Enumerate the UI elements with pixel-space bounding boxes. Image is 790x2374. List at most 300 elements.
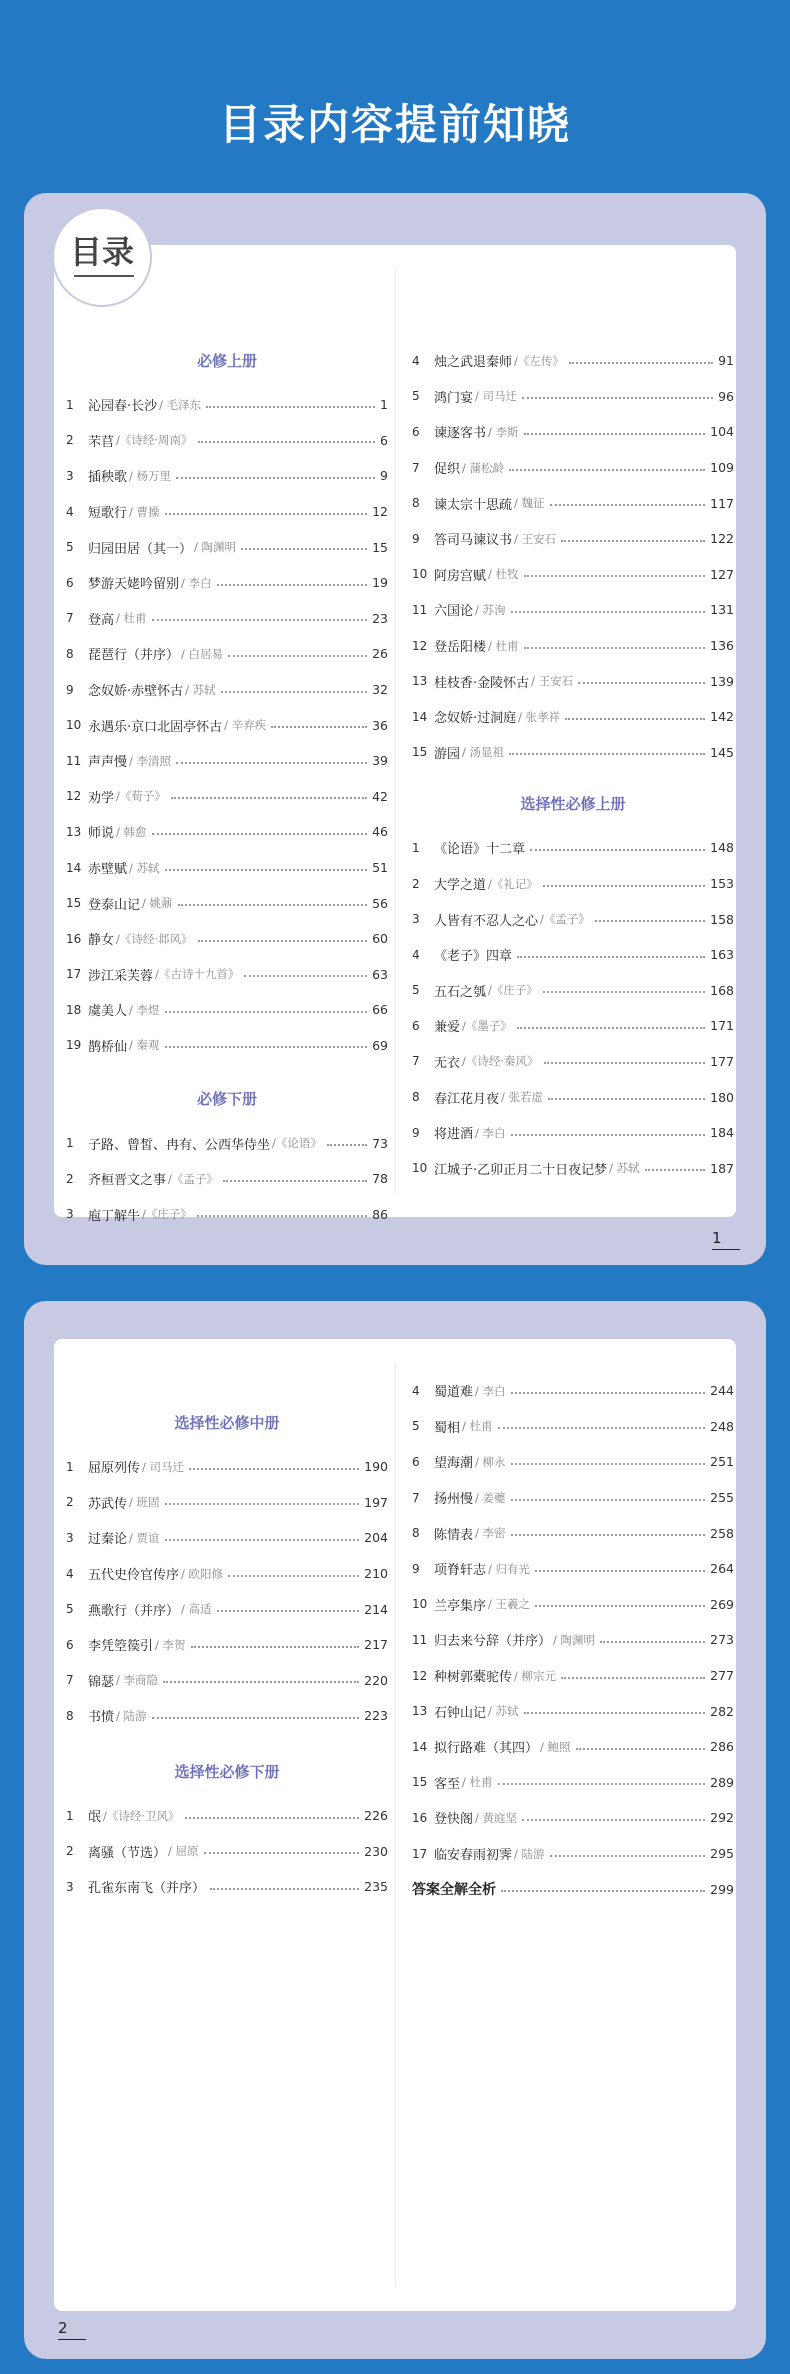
entry-number: 12 bbox=[66, 789, 82, 804]
entry-author: / 苏轼 bbox=[488, 1704, 519, 1719]
leader-dots bbox=[501, 1890, 705, 1892]
entry-page: 78 bbox=[372, 1171, 388, 1187]
entry-page: 73 bbox=[372, 1135, 388, 1151]
toc-sheet bbox=[54, 1339, 736, 2311]
entry-page: 104 bbox=[710, 424, 734, 440]
entry-page: 255 bbox=[710, 1490, 734, 1506]
entry-number: 9 bbox=[412, 1125, 420, 1140]
leader-dots bbox=[223, 1180, 367, 1182]
leader-dots bbox=[578, 682, 705, 684]
toc-entry[interactable] bbox=[412, 1079, 734, 1115]
entry-author: / 毛泽东 bbox=[159, 397, 202, 412]
entry-number: 4 bbox=[412, 947, 420, 962]
entry-author: /《荀子》 bbox=[116, 789, 166, 804]
leader-dots bbox=[152, 833, 368, 835]
toc-entry[interactable] bbox=[412, 343, 734, 379]
toc-entry[interactable] bbox=[412, 557, 734, 593]
toc-entry[interactable] bbox=[412, 1729, 734, 1765]
entry-author: / 李煜 bbox=[129, 1002, 160, 1017]
toc-entry[interactable] bbox=[66, 1196, 388, 1232]
leader-dots bbox=[228, 1575, 359, 1577]
entry-title: 陈情表 bbox=[434, 1527, 474, 1543]
leader-dots bbox=[517, 1027, 705, 1029]
toc-entry[interactable] bbox=[412, 699, 734, 735]
toc-entry[interactable] bbox=[412, 1444, 734, 1480]
toc-entry[interactable] bbox=[66, 1798, 388, 1834]
entry-author: / 姚鼐 bbox=[142, 896, 173, 911]
entry-page: 226 bbox=[364, 1808, 388, 1824]
section-heading: 选择性必修下册 bbox=[174, 1762, 280, 1781]
entry-title: 静女 bbox=[88, 933, 115, 949]
entry-author: / 李商隐 bbox=[116, 1673, 159, 1688]
entry-author: / 白居易 bbox=[181, 646, 224, 661]
leader-dots bbox=[511, 1534, 706, 1536]
entry-page: 86 bbox=[372, 1206, 388, 1222]
entry-title: 庖丁解牛 bbox=[88, 1208, 141, 1224]
leader-dots bbox=[191, 1646, 360, 1648]
toc-entry[interactable] bbox=[66, 1520, 388, 1556]
entry-title: 琵琶行（并序） bbox=[88, 648, 180, 664]
entry-author: / 李贺 bbox=[155, 1637, 186, 1652]
entry-page: 264 bbox=[710, 1561, 734, 1577]
leader-dots bbox=[197, 1215, 367, 1217]
entry-author: / 班固 bbox=[129, 1495, 160, 1510]
entry-title: 沁园春·长沙 bbox=[88, 399, 158, 415]
toc-entry[interactable] bbox=[66, 1028, 388, 1064]
entry-page: 109 bbox=[710, 460, 734, 476]
entry-page: 23 bbox=[372, 610, 388, 626]
toc-entry[interactable] bbox=[66, 1556, 388, 1592]
leader-dots bbox=[204, 1852, 360, 1854]
leader-dots bbox=[522, 397, 713, 399]
entry-page: 51 bbox=[372, 860, 388, 876]
entry-page: 12 bbox=[372, 504, 388, 520]
entry-author: / 归有光 bbox=[488, 1561, 531, 1576]
page-number-underline bbox=[712, 1249, 740, 1250]
entry-page: 63 bbox=[372, 966, 388, 982]
toc-column-left bbox=[66, 343, 388, 1232]
entry-page: 177 bbox=[710, 1053, 734, 1069]
entry-author: / 苏轼 bbox=[185, 682, 216, 697]
entry-number: 6 bbox=[412, 1018, 420, 1033]
entry-author: / 苏轼 bbox=[609, 1161, 640, 1176]
toc-entry[interactable] bbox=[412, 521, 734, 557]
leader-dots bbox=[569, 362, 713, 364]
entry-title: 念奴娇·赤壁怀古 bbox=[88, 684, 184, 700]
entry-page: 15 bbox=[372, 539, 388, 555]
toc-entry[interactable] bbox=[412, 1008, 734, 1044]
entry-title: 离骚（节选） bbox=[88, 1845, 167, 1861]
entry-number: 4 bbox=[66, 504, 74, 519]
toc-entry[interactable] bbox=[412, 1836, 734, 1872]
entry-title: 登高 bbox=[88, 612, 115, 628]
entry-number: 6 bbox=[66, 1637, 74, 1652]
toc-entry[interactable] bbox=[412, 1622, 734, 1658]
entry-page: 39 bbox=[372, 753, 388, 769]
toc-entry[interactable] bbox=[412, 973, 734, 1009]
badge-underline bbox=[74, 275, 134, 277]
toc-entry[interactable] bbox=[66, 885, 388, 921]
entry-author: / 杜甫 bbox=[116, 611, 147, 626]
leader-dots bbox=[165, 513, 368, 515]
entry-page: 91 bbox=[718, 353, 734, 369]
leader-dots bbox=[595, 920, 705, 922]
toc-entry[interactable] bbox=[66, 1663, 388, 1699]
entry-title: 燕歌行（并序） bbox=[88, 1603, 180, 1619]
entry-title: 五代史伶官传序 bbox=[88, 1568, 180, 1584]
entry-title: 归园田居（其一） bbox=[88, 541, 193, 557]
toc-entry[interactable] bbox=[412, 866, 734, 902]
entry-title: 李凭箜篌引 bbox=[88, 1639, 154, 1655]
toc-entry[interactable] bbox=[66, 1627, 388, 1663]
entry-title: 念奴娇·过洞庭 bbox=[434, 711, 517, 727]
entry-author: / 王羲之 bbox=[488, 1597, 531, 1612]
toc-column-right bbox=[412, 343, 734, 1186]
entry-page: 190 bbox=[364, 1459, 388, 1475]
leader-dots bbox=[210, 1888, 359, 1890]
toc-entry[interactable] bbox=[412, 937, 734, 973]
leader-dots bbox=[511, 1392, 706, 1394]
entry-page: 289 bbox=[710, 1774, 734, 1790]
leader-dots bbox=[152, 619, 368, 621]
leader-dots bbox=[522, 1819, 705, 1821]
entry-number: 15 bbox=[412, 745, 428, 760]
entry-number: 9 bbox=[412, 531, 420, 546]
toc-page-2 bbox=[24, 1301, 766, 2359]
entry-page: 153 bbox=[710, 876, 734, 892]
leader-dots bbox=[189, 1468, 359, 1470]
toc-entry[interactable] bbox=[412, 1693, 734, 1729]
leader-dots bbox=[561, 540, 705, 542]
toc-entry[interactable] bbox=[66, 957, 388, 993]
leader-dots bbox=[198, 940, 368, 942]
entry-author: / 陶渊明 bbox=[553, 1632, 596, 1647]
toc-entry[interactable] bbox=[412, 663, 734, 699]
entry-number: 5 bbox=[412, 389, 420, 404]
entry-author: /《诗经·邶风》 bbox=[116, 931, 193, 946]
toc-entry[interactable] bbox=[66, 921, 388, 957]
leader-dots bbox=[524, 575, 706, 577]
entry-author: / 李白 bbox=[475, 1383, 506, 1398]
entry-title: 客至 bbox=[434, 1776, 461, 1792]
entry-author: / 柳宗元 bbox=[514, 1668, 557, 1683]
entry-number: 1 bbox=[66, 1459, 74, 1474]
entry-page: 217 bbox=[364, 1637, 388, 1653]
entry-page: 273 bbox=[710, 1632, 734, 1648]
toc-entry[interactable] bbox=[412, 379, 734, 415]
entry-number: 2 bbox=[66, 433, 74, 448]
entry-number: 8 bbox=[412, 1090, 420, 1105]
toc-entry[interactable] bbox=[66, 565, 388, 601]
entry-page: 32 bbox=[372, 682, 388, 698]
entry-author: /《诗经·秦风》 bbox=[462, 1054, 539, 1069]
entry-page: 163 bbox=[710, 947, 734, 963]
toc-entry[interactable] bbox=[66, 601, 388, 637]
entry-title: 师说 bbox=[88, 826, 115, 842]
leader-dots bbox=[511, 1463, 706, 1465]
toc-badge bbox=[52, 207, 152, 307]
leader-dots bbox=[165, 1011, 368, 1013]
leader-dots bbox=[271, 726, 367, 728]
entry-author: / 司马迁 bbox=[475, 389, 518, 404]
toc-entry[interactable] bbox=[412, 414, 734, 450]
toc-entry[interactable] bbox=[66, 529, 388, 565]
entry-page: 122 bbox=[710, 531, 734, 547]
entry-author: / 李密 bbox=[475, 1526, 506, 1541]
entry-number: 11 bbox=[412, 1632, 428, 1647]
leader-dots bbox=[165, 1046, 368, 1048]
entry-title: 兼爱 bbox=[434, 1020, 461, 1036]
toc-entry[interactable] bbox=[412, 1373, 734, 1409]
leader-dots bbox=[511, 611, 706, 613]
toc-entry[interactable] bbox=[412, 1480, 734, 1516]
entry-number: 7 bbox=[412, 1490, 420, 1505]
toc-entry[interactable] bbox=[412, 1409, 734, 1445]
entry-number: 4 bbox=[412, 1383, 420, 1398]
entry-page: 292 bbox=[710, 1810, 734, 1826]
leader-dots bbox=[198, 441, 376, 443]
entry-number: 3 bbox=[412, 912, 420, 927]
toc-entry[interactable] bbox=[412, 1044, 734, 1080]
entry-number: 2 bbox=[66, 1171, 74, 1186]
entry-number: 17 bbox=[66, 967, 82, 982]
entry-page: 180 bbox=[710, 1089, 734, 1105]
toc-entry[interactable] bbox=[66, 1833, 388, 1869]
toc-entry[interactable] bbox=[66, 779, 388, 815]
entry-author: /《诗经·周南》 bbox=[116, 433, 193, 448]
entry-title: 人皆有不忍人之心 bbox=[434, 913, 539, 929]
toc-entry[interactable] bbox=[66, 707, 388, 743]
entry-author: / 姜夔 bbox=[475, 1490, 506, 1505]
answer-entry[interactable] bbox=[412, 1871, 734, 1907]
entry-title: 拟行路难（其四） bbox=[434, 1741, 539, 1757]
toc-entry[interactable] bbox=[66, 1869, 388, 1905]
entry-title: 六国论 bbox=[434, 604, 474, 620]
toc-entry[interactable] bbox=[412, 1515, 734, 1551]
leader-dots bbox=[165, 1539, 360, 1541]
toc-entry[interactable] bbox=[66, 1449, 388, 1485]
toc-entry[interactable] bbox=[66, 1485, 388, 1521]
entry-page: 210 bbox=[364, 1566, 388, 1582]
entry-title: 游园 bbox=[434, 746, 461, 762]
entry-title: 促织 bbox=[434, 462, 461, 478]
entry-page: 19 bbox=[372, 575, 388, 591]
entry-number: 5 bbox=[412, 1419, 420, 1434]
entry-number: 10 bbox=[412, 1597, 428, 1612]
entry-number: 1 bbox=[66, 1136, 74, 1151]
entry-title: 春江花月夜 bbox=[434, 1091, 500, 1107]
entry-number: 10 bbox=[66, 718, 82, 733]
leader-dots bbox=[178, 904, 368, 906]
entry-title: 烛之武退秦师 bbox=[434, 355, 513, 371]
leader-dots bbox=[524, 433, 706, 435]
entry-page: 26 bbox=[372, 646, 388, 662]
entry-author: / 蒲松龄 bbox=[462, 460, 505, 475]
entry-page: 220 bbox=[364, 1672, 388, 1688]
entry-number: 1 bbox=[66, 397, 74, 412]
entry-number: 5 bbox=[66, 1602, 74, 1617]
toc-entry[interactable] bbox=[66, 636, 388, 672]
entry-number: 2 bbox=[66, 1844, 74, 1859]
entry-number: 2 bbox=[66, 1495, 74, 1510]
entry-number: 16 bbox=[412, 1810, 428, 1825]
toc-entry[interactable] bbox=[66, 1698, 388, 1734]
entry-title: 蜀道难 bbox=[434, 1385, 474, 1401]
entry-page: 117 bbox=[710, 495, 734, 511]
banner-title: 目录内容提前知晓 bbox=[218, 100, 571, 149]
toc-entry[interactable] bbox=[412, 830, 734, 866]
entry-title: 氓 bbox=[88, 1810, 102, 1826]
entry-title: 望海潮 bbox=[434, 1456, 474, 1472]
entry-title: 谏太宗十思疏 bbox=[434, 497, 513, 513]
entry-author: / 曹操 bbox=[129, 504, 160, 519]
toc-entry[interactable] bbox=[412, 485, 734, 521]
toc-entry[interactable] bbox=[412, 1658, 734, 1694]
toc-entry[interactable] bbox=[66, 1591, 388, 1627]
toc-entry[interactable] bbox=[66, 743, 388, 779]
toc-entry[interactable] bbox=[412, 1765, 734, 1801]
toc-entry[interactable] bbox=[66, 1125, 388, 1161]
toc-entry[interactable] bbox=[412, 1150, 734, 1186]
toc-entry[interactable] bbox=[66, 992, 388, 1028]
entry-title: 谏逐客书 bbox=[434, 426, 487, 442]
entry-number: 8 bbox=[412, 496, 420, 511]
entry-title: 《老子》四章 bbox=[434, 949, 513, 965]
toc-entry[interactable] bbox=[66, 814, 388, 850]
leader-dots bbox=[217, 584, 368, 586]
entry-title: 芣苢 bbox=[88, 434, 115, 450]
section-heading: 必修上册 bbox=[196, 352, 257, 370]
leader-dots bbox=[524, 647, 706, 649]
entry-author: /《庄子》 bbox=[488, 983, 538, 998]
toc-page-1 bbox=[24, 193, 766, 1265]
entry-number: 15 bbox=[412, 1775, 428, 1790]
entry-title: 《论语》十二章 bbox=[434, 842, 526, 858]
leader-dots bbox=[561, 1677, 705, 1679]
entry-number: 11 bbox=[66, 753, 82, 768]
toc-entry[interactable] bbox=[66, 423, 388, 459]
entry-author: / 司马迁 bbox=[142, 1459, 185, 1474]
entry-title: 齐桓晋文之事 bbox=[88, 1173, 167, 1189]
entry-page: 204 bbox=[364, 1530, 388, 1546]
toc-entry[interactable] bbox=[66, 672, 388, 708]
entry-page: 36 bbox=[372, 717, 388, 733]
entry-author: / 王安石 bbox=[514, 531, 557, 546]
entry-title: 梦游天姥吟留别 bbox=[88, 577, 180, 593]
entry-number: 9 bbox=[66, 682, 74, 697]
entry-page: 69 bbox=[372, 1037, 388, 1053]
entry-page: 139 bbox=[710, 673, 734, 689]
toc-entry[interactable] bbox=[66, 850, 388, 886]
toc-entry[interactable] bbox=[66, 1161, 388, 1197]
leader-dots bbox=[645, 1169, 705, 1171]
entry-author: / 杜甫 bbox=[462, 1419, 493, 1434]
section-heading: 选择性必修中册 bbox=[174, 1414, 280, 1432]
entry-number: 2 bbox=[412, 876, 420, 891]
entry-number: 8 bbox=[66, 646, 74, 661]
entry-number: 12 bbox=[412, 1668, 428, 1683]
toc-entry[interactable] bbox=[412, 1551, 734, 1587]
toc-entry[interactable] bbox=[412, 628, 734, 664]
entry-number: 13 bbox=[66, 824, 82, 839]
entry-title: 五石之瓠 bbox=[434, 984, 487, 1000]
toc-entry[interactable] bbox=[412, 450, 734, 486]
leader-dots bbox=[217, 1610, 360, 1612]
leader-dots bbox=[524, 1712, 706, 1714]
entry-title: 短歌行 bbox=[88, 506, 128, 522]
entry-author: /《古诗十九首》 bbox=[155, 967, 240, 982]
entry-title: 屈原列传 bbox=[88, 1461, 141, 1477]
leader-dots bbox=[565, 718, 705, 720]
entry-page: 148 bbox=[710, 840, 734, 856]
entry-author: / 汤显祖 bbox=[462, 745, 505, 760]
entry-title: 插秧歌 bbox=[88, 470, 128, 486]
answer-title: 答案全解全析 bbox=[412, 1882, 496, 1899]
entry-number: 16 bbox=[66, 931, 82, 946]
toc-entry[interactable] bbox=[66, 494, 388, 530]
leader-dots bbox=[165, 869, 368, 871]
entry-page: 158 bbox=[710, 911, 734, 927]
entry-author: /《孟子》 bbox=[168, 1171, 218, 1186]
entry-title: 过秦论 bbox=[88, 1532, 128, 1548]
entry-author: / 陶渊明 bbox=[194, 540, 237, 555]
entry-author: / 黄庭坚 bbox=[475, 1810, 518, 1825]
entry-title: 登快阁 bbox=[434, 1812, 474, 1828]
leader-dots bbox=[511, 1499, 706, 1501]
entry-author: / 杜甫 bbox=[488, 638, 519, 653]
entry-author: / 鲍照 bbox=[540, 1739, 571, 1754]
toc-entry[interactable] bbox=[412, 735, 734, 771]
entry-page: 277 bbox=[710, 1668, 734, 1684]
entry-page: 6 bbox=[380, 432, 388, 448]
entry-title: 锦瑟 bbox=[88, 1674, 115, 1690]
leader-dots bbox=[228, 655, 367, 657]
leader-dots bbox=[530, 849, 705, 851]
entry-page: 197 bbox=[364, 1494, 388, 1510]
toc-entry[interactable] bbox=[66, 387, 388, 423]
entry-author: /《庄子》 bbox=[142, 1207, 192, 1222]
entry-title: 苏武传 bbox=[88, 1496, 128, 1512]
toc-entry[interactable] bbox=[66, 458, 388, 494]
leader-dots bbox=[509, 469, 705, 471]
entry-title: 蜀相 bbox=[434, 1420, 461, 1436]
entry-number: 5 bbox=[412, 983, 420, 998]
entry-title: 登泰山记 bbox=[88, 897, 141, 913]
leader-dots bbox=[511, 1134, 706, 1136]
entry-author: /《论语》 bbox=[272, 1136, 322, 1151]
entry-title: 扬州慢 bbox=[434, 1492, 474, 1508]
toc-entry[interactable] bbox=[412, 592, 734, 628]
page-number-text: 2 bbox=[58, 2319, 68, 2337]
entry-title: 项脊轩志 bbox=[434, 1563, 487, 1579]
entry-author: / 王安石 bbox=[531, 674, 574, 689]
leader-dots bbox=[543, 885, 705, 887]
entry-number: 8 bbox=[412, 1526, 420, 1541]
entry-author: / 张孝祥 bbox=[518, 709, 561, 724]
entry-author: / 高适 bbox=[181, 1602, 212, 1617]
entry-page: 171 bbox=[710, 1018, 734, 1034]
leader-dots bbox=[543, 991, 705, 993]
toc-entry[interactable] bbox=[412, 901, 734, 937]
entry-title: 大学之道 bbox=[434, 878, 487, 894]
leader-dots bbox=[548, 1098, 705, 1100]
toc-entry[interactable] bbox=[412, 1115, 734, 1151]
toc-entry[interactable] bbox=[412, 1587, 734, 1623]
entry-title: 鹊桥仙 bbox=[88, 1039, 128, 1055]
entry-page: 46 bbox=[372, 824, 388, 840]
entry-number: 15 bbox=[66, 896, 82, 911]
toc-entry[interactable] bbox=[412, 1800, 734, 1836]
